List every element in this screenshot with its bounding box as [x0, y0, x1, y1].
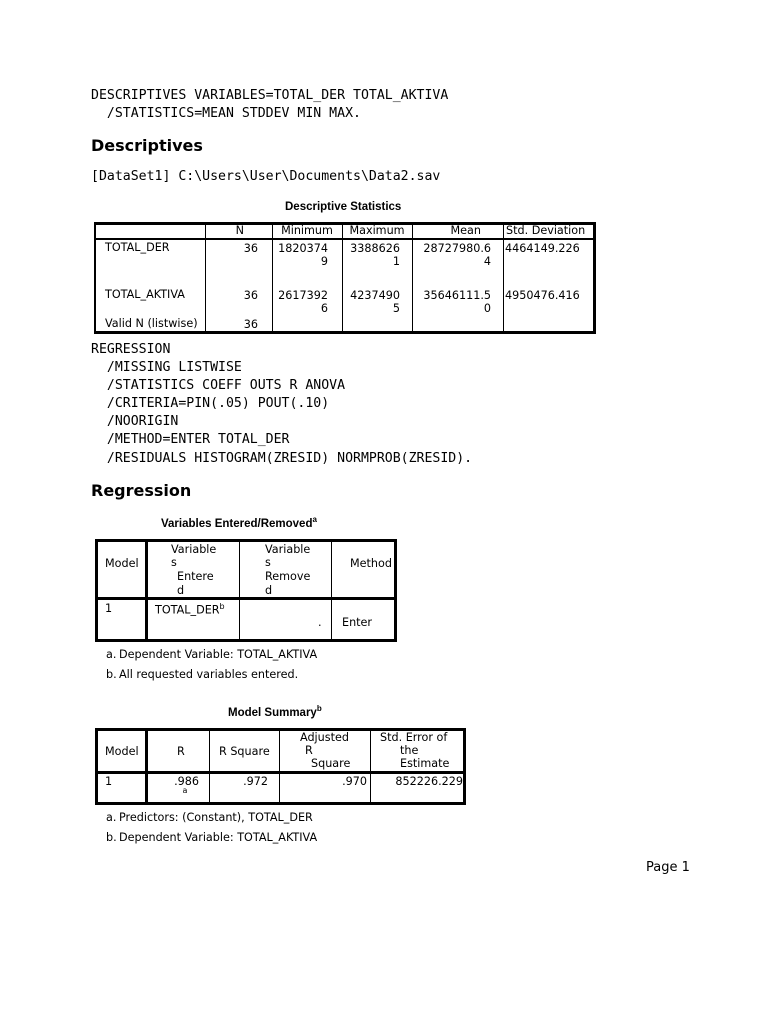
column-rule: [331, 539, 332, 642]
cell-r-footnote: a: [182, 786, 188, 795]
header-rule: [95, 597, 397, 600]
cell-std-deviation: 4950476.416: [505, 289, 580, 302]
cell-variables-entered: TOTAL_DER$^b$: [155, 602, 225, 617]
cell-mean: 28727980.6: [423, 242, 491, 255]
column-header-std-error: the: [400, 744, 419, 757]
column-rule: [370, 728, 371, 805]
cell-r-square: .972: [243, 775, 268, 788]
header-rule: [94, 238, 596, 240]
syntax-line: /STATISTICS=MEAN STDDEV MIN MAX.: [91, 106, 361, 121]
table-title-descriptive-statistics: Descriptive Statistics: [285, 201, 402, 213]
column-rule: [503, 222, 504, 334]
footnote-b: b. Dependent Variable: TOTAL_AKTIVA: [106, 831, 318, 844]
column-rule: [272, 222, 273, 334]
table-title-model-summary: Model Summary$^b$: [228, 704, 322, 719]
table-title-variables-entered-removed: Variables Entered/Removed$^a$: [161, 515, 317, 530]
cell-variables-removed: .: [318, 616, 322, 629]
syntax-line: /NOORIGIN: [91, 414, 179, 429]
column-rule: [145, 539, 148, 642]
cell-method: Enter: [342, 616, 373, 629]
footnote-a: a. Dependent Variable: TOTAL_AKTIVA: [106, 648, 318, 661]
dataset-path: [DataSet1] C:\Users\User\Documents\Data2.sav: [91, 169, 441, 184]
column-header-variables-entered: d: [177, 584, 185, 597]
cell-std-deviation: 4464149.226: [505, 242, 580, 255]
cell-mean: 35646111.5: [423, 289, 491, 302]
column-header-variables-entered: s: [171, 556, 177, 569]
cell-maximum-wrap: 5: [392, 302, 400, 315]
column-header-adjusted-r-square: Adjusted: [300, 731, 349, 744]
column-header-variables-removed: d: [265, 584, 273, 597]
column-header-model: Model: [105, 745, 139, 758]
cell-r: .986: [174, 775, 199, 788]
cell-maximum: 4237490: [350, 289, 400, 302]
column-header-r: R: [177, 745, 185, 758]
model-summary-table: [95, 728, 466, 805]
cell-adjusted-r-square: .970: [342, 775, 367, 788]
cell-mean-wrap: 4: [483, 255, 491, 268]
cell-minimum: 1820374: [278, 242, 328, 255]
column-rule: [412, 222, 413, 334]
column-header-maximum: Maximum: [349, 224, 405, 237]
column-header-mean: Mean: [450, 224, 481, 237]
column-header-std-deviation: Std. Deviation: [506, 224, 586, 237]
section-heading-regression: Regression: [91, 481, 192, 500]
cell-model: 1: [105, 775, 113, 788]
column-header-r-square: R Square: [219, 745, 270, 758]
row-label-valid-n: Valid N (listwise): [105, 317, 198, 330]
column-header-adjusted-r-square: Square: [311, 757, 351, 770]
syntax-line: /RESIDUALS HISTOGRAM(ZRESID) NORMPROB(ZRESID).: [91, 451, 473, 466]
cell-maximum-wrap: 1: [392, 255, 400, 268]
cell-n: 36: [243, 318, 258, 331]
cell-minimum-wrap: 9: [320, 255, 328, 268]
footnote-a: a. Predictors: (Constant), TOTAL_DER: [106, 811, 313, 824]
descriptive-statistics-table: [94, 222, 596, 334]
footnote-b: b. All requested variables entered.: [106, 668, 299, 681]
column-header-model: Model: [105, 557, 139, 570]
cell-minimum: 2617392: [278, 289, 328, 302]
column-rule: [279, 728, 280, 805]
column-header-variables-entered: Variable: [171, 543, 217, 556]
column-rule: [342, 222, 343, 334]
section-heading-descriptives: Descriptives: [91, 136, 203, 155]
column-rule: [209, 728, 210, 805]
column-header-n: N: [235, 224, 244, 237]
cell-std-error: 852226.229: [395, 775, 463, 788]
row-label-total-aktiva: TOTAL_AKTIVA: [105, 288, 185, 301]
cell-mean-wrap: 0: [483, 302, 491, 315]
row-label-total-der: TOTAL_DER: [105, 241, 170, 254]
column-header-variables-removed: s: [265, 556, 271, 569]
cell-maximum: 3388626: [350, 242, 400, 255]
syntax-line: /METHOD=ENTER TOTAL_DER: [91, 432, 290, 447]
column-rule: [239, 539, 240, 642]
cell-minimum-wrap: 6: [320, 302, 328, 315]
column-header-variables-removed: Variable: [265, 543, 311, 556]
column-header-std-error: Std. Error of: [380, 731, 448, 744]
syntax-line: DESCRIPTIVES VARIABLES=TOTAL_DER TOTAL_AKTIVA: [91, 88, 449, 103]
syntax-line: /CRITERIA=PIN(.05) POUT(.10): [91, 396, 330, 411]
column-header-std-error: Estimate: [400, 757, 450, 770]
cell-n: 36: [243, 242, 258, 255]
column-header-method: Method: [350, 557, 392, 570]
column-header-variables-removed: Remove: [265, 570, 311, 583]
column-header-adjusted-r-square: R: [305, 744, 313, 757]
syntax-line: /STATISTICS COEFF OUTS R ANOVA: [91, 378, 346, 393]
header-rule: [95, 771, 466, 774]
syntax-line: /MISSING LISTWISE: [91, 360, 242, 375]
page-number: Page 1: [646, 860, 690, 875]
variables-entered-removed-table: [95, 539, 397, 642]
syntax-line: REGRESSION: [91, 342, 171, 357]
column-rule: [145, 728, 148, 805]
column-header-variables-entered: Entere: [177, 570, 214, 583]
cell-model: 1: [105, 602, 113, 615]
cell-n: 36: [243, 289, 258, 302]
column-header-minimum: Minimum: [281, 224, 333, 237]
